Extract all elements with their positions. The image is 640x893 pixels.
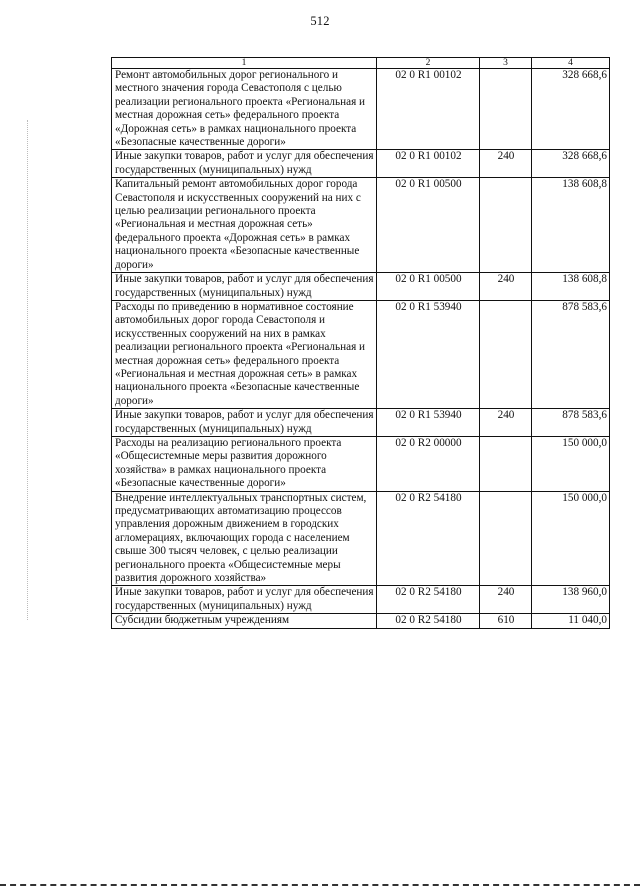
table-row: [112, 273, 610, 301]
header-row: [112, 58, 610, 69]
row-code: 02 0 R1 53940: [377, 300, 480, 408]
row-amount: 150 000,0: [532, 436, 610, 491]
row-amount: 138 960,0: [532, 586, 610, 614]
scan-margin-artifact: [27, 120, 28, 620]
row-type: 240: [480, 586, 532, 614]
row-code: 02 0 R2 00000: [377, 436, 480, 491]
table-row: [112, 436, 610, 491]
row-description: Расходы на реализацию регионального проекта «Общесистемные меры развития дорожного хозяйства» в рамках национального проекта «Безопасные качественные дороги»: [112, 436, 377, 491]
row-amount: 878 583,6: [532, 409, 610, 437]
row-amount: 328 668,6: [532, 150, 610, 178]
table-row: [112, 409, 610, 437]
row-code: 02 0 R2 54180: [377, 491, 480, 586]
row-type: 240: [480, 273, 532, 301]
column-header: 1: [112, 58, 377, 69]
row-type: [480, 69, 532, 150]
table-row: [112, 614, 610, 628]
column-header: 4: [532, 58, 610, 69]
row-amount: 150 000,0: [532, 491, 610, 586]
column-header: 2: [377, 58, 480, 69]
page-number: 512: [310, 14, 330, 28]
row-code: 02 0 R1 00500: [377, 273, 480, 301]
table-row: [112, 586, 610, 614]
row-type: [480, 436, 532, 491]
row-code: 02 0 R1 00500: [377, 178, 480, 273]
row-code: 02 0 R2 54180: [377, 586, 480, 614]
table-row: [112, 491, 610, 586]
table-body: [112, 69, 610, 629]
row-code: 02 0 R1 53940: [377, 409, 480, 437]
table-row: [112, 69, 610, 150]
row-type: 240: [480, 150, 532, 178]
row-description: Расходы по приведению в нормативное состояние автомобильных дорог города Севастополя и искусственных сооружений на них в рамках реализации регионального проекта «Региональная и местная дорожная сеть» федерального проекта «Региональная и местная дорожная сеть» в рамках национального проекта «Безопасные качественные дороги»: [112, 300, 377, 408]
row-type: [480, 300, 532, 408]
row-amount: 138 608,8: [532, 273, 610, 301]
table-header: [112, 58, 610, 69]
row-type: [480, 178, 532, 273]
row-amount: 11 040,0: [532, 614, 610, 628]
row-code: 02 0 R2 54180: [377, 614, 480, 628]
row-description: Иные закупки товаров, работ и услуг для обеспечения государственных (муниципальных) нужд: [112, 150, 377, 178]
column-header: 3: [480, 58, 532, 69]
row-type: 240: [480, 409, 532, 437]
row-code: 02 0 R1 00102: [377, 69, 480, 150]
row-amount: 878 583,6: [532, 300, 610, 408]
row-amount: 328 668,6: [532, 69, 610, 150]
table-row: [112, 150, 610, 178]
row-type: 610: [480, 614, 532, 628]
row-type: [480, 491, 532, 586]
row-description: Субсидии бюджетным учреждениям: [112, 614, 377, 628]
row-amount: 138 608,8: [532, 178, 610, 273]
table-row: [112, 178, 610, 273]
row-description: Капитальный ремонт автомобильных дорог города Севастополя и искусственных сооружений на них с целью реализации регионального проекта «Региональная и местная дорожная сеть» федерального проекта «Дорожная сеть» в рамках национального проекта «Безопасные качественные дороги»: [112, 178, 377, 273]
budget-table: [111, 57, 610, 629]
row-description: Иные закупки товаров, работ и услуг для обеспечения государственных (муниципальных) нужд: [112, 409, 377, 437]
row-code: 02 0 R1 00102: [377, 150, 480, 178]
row-description: Иные закупки товаров, работ и услуг для обеспечения государственных (муниципальных) нужд: [112, 273, 377, 301]
table-row: [112, 300, 610, 408]
row-description: Ремонт автомобильных дорог регионального и местного значения города Севастополя с целью реализации регионального проекта «Региональная и местная дорожная сеть» федерального проекта «Дорожная сеть» в рамках национального проекта «Безопасные качественные дороги»: [112, 69, 377, 150]
row-description: Иные закупки товаров, работ и услуг для обеспечения государственных (муниципальных) нужд: [112, 586, 377, 614]
page-bottom-edge: [0, 884, 640, 886]
row-description: Внедрение интеллектуальных транспортных систем, предусматривающих автоматизацию процессов управления дорожным движением в городских агломерациях, включающих города с населением свыше 300 тысяч человек, с целью реализации регионального проекта «Общесистемные меры развития дорожного хозяйства»: [112, 491, 377, 586]
